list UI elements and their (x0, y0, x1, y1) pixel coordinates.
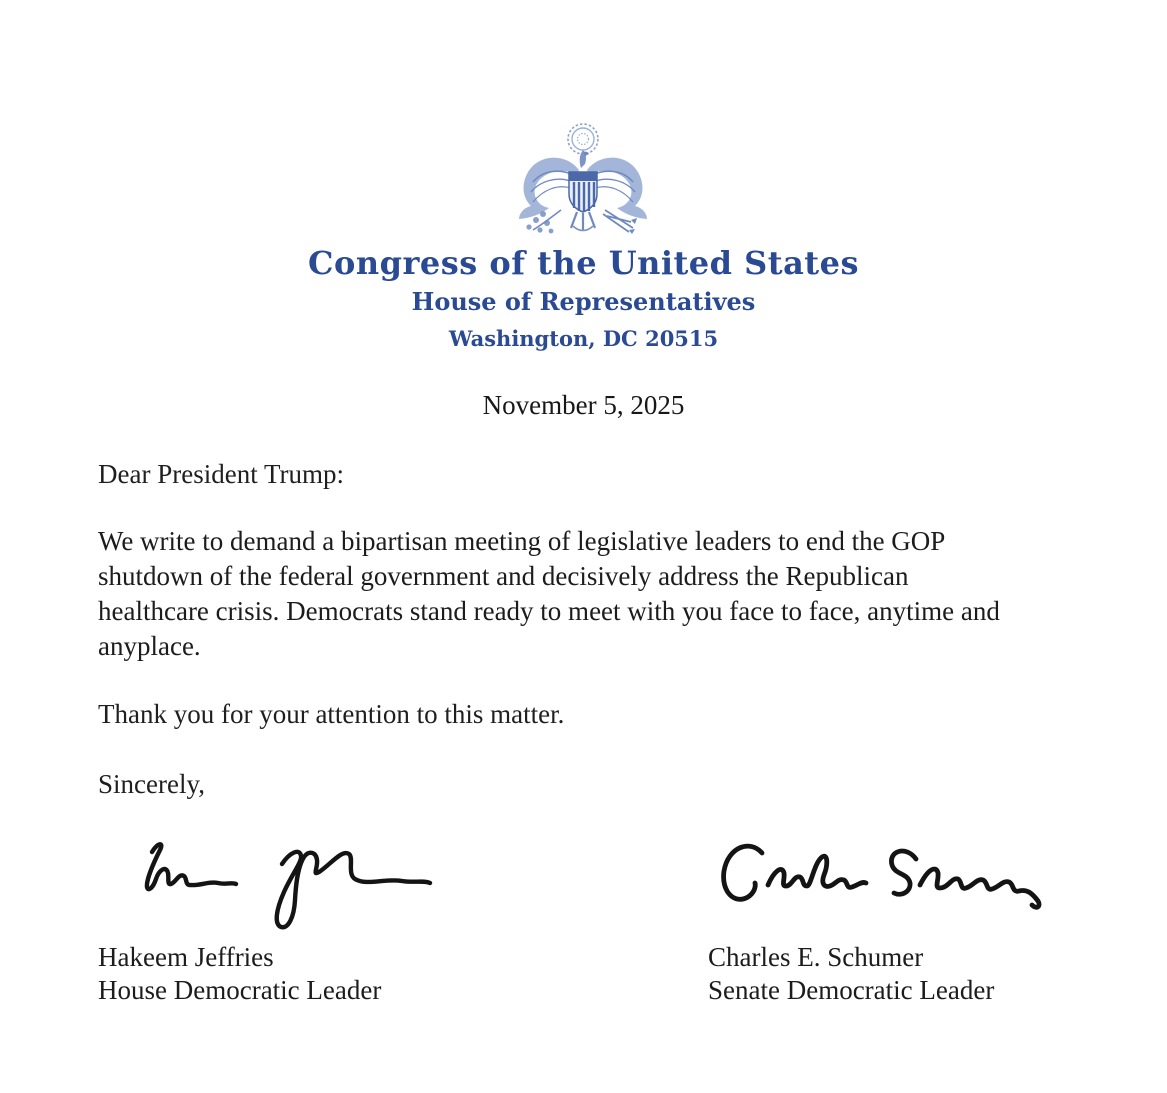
letterhead-address-line: Washington, DC 20515 (448, 326, 719, 351)
charles-schumer-signature-icon (700, 833, 1060, 935)
signer-block-left (98, 941, 381, 1007)
signer-name-right: Charles E. Schumer (708, 942, 924, 972)
signer-title-right: Senate Democratic Leader (708, 975, 995, 1005)
signer-name-left: Hakeem Jeffries (98, 942, 274, 972)
body-line-4: anyplace. (98, 631, 201, 661)
letter-date: November 5, 2025 (482, 390, 685, 420)
great-seal-eagle-icon (503, 122, 663, 240)
letter-body (98, 524, 1000, 664)
signer-title-left: House Democratic Leader (98, 975, 382, 1005)
body-line-2: shutdown of the federal government and decisively address the Republican (98, 561, 909, 591)
signer-block-right (708, 941, 994, 1007)
letterhead-house-line: House of Representatives (411, 287, 756, 316)
body-line-1: We write to demand a bipartisan meeting of legislative leaders to end the GOP (98, 526, 946, 556)
salutation: Dear President Trump: (98, 459, 344, 489)
hakeem-jeffries-signature-icon (112, 830, 442, 940)
closing-line: Thank you for your attention to this matter. (98, 699, 565, 729)
body-line-3: healthcare crisis. Democrats stand ready to meet with you face to face, anytime and (98, 596, 1000, 626)
signoff: Sincerely, (98, 769, 205, 799)
letterhead-congress-line: Congress of the United States (308, 244, 859, 282)
